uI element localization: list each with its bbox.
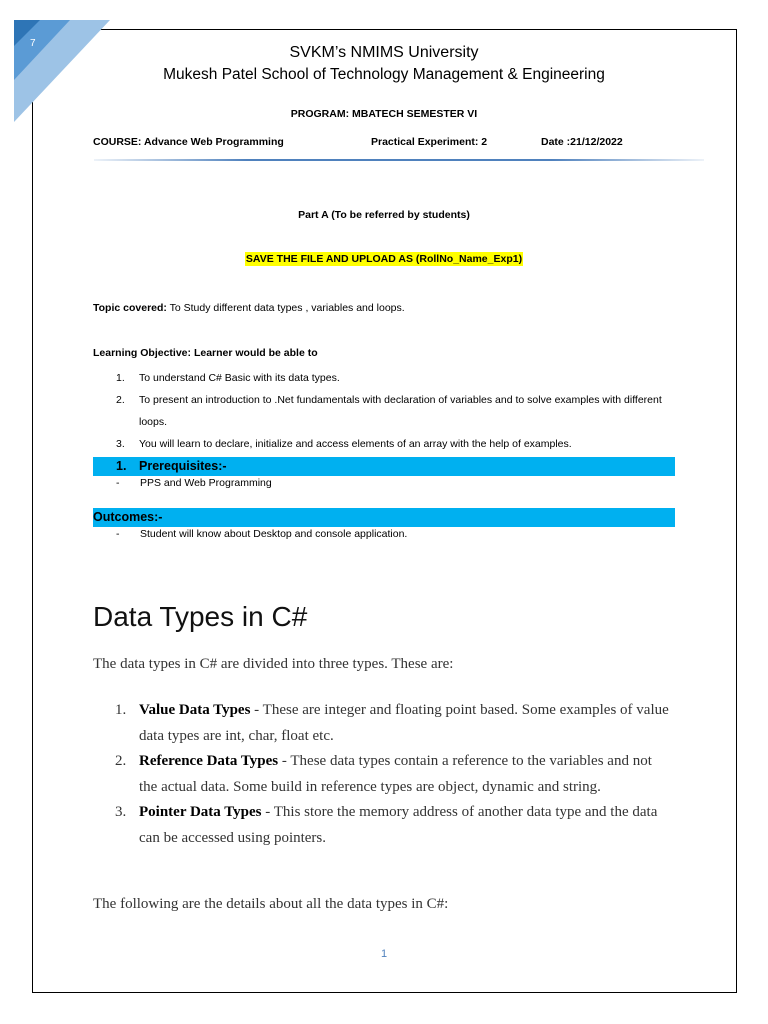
list-number: 3. xyxy=(116,438,125,450)
list-item xyxy=(115,698,670,749)
list-item xyxy=(116,389,676,433)
following-text: The following are the details about all the data types in C#: xyxy=(93,896,449,912)
topic-text: To Study different data types , variables and loops. xyxy=(166,302,405,314)
prerequisite-text: PPS and Web Programming xyxy=(140,477,272,489)
part-a-heading: Part A (To be referred by students) xyxy=(298,209,470,221)
university-name: SVKM’s NMIMS University xyxy=(289,44,479,61)
list-term: Value Data Types xyxy=(139,702,251,718)
outcomes-bar xyxy=(93,508,675,527)
prerequisites-bar xyxy=(93,457,675,476)
list-number: 2. xyxy=(115,753,127,769)
objective-list xyxy=(116,367,676,455)
header-rule xyxy=(94,159,704,161)
list-text: To present an introduction to .Net fundamentals with declaration of variables and to solve examples with different loops. xyxy=(139,394,662,428)
school-name: Mukesh Patel School of Technology Management & Engineering xyxy=(163,66,605,83)
data-types-list xyxy=(115,698,670,851)
list-number: 1. xyxy=(115,702,127,718)
list-number: 2. xyxy=(116,394,125,406)
program-line: PROGRAM: MBATECH SEMESTER VI xyxy=(290,108,478,120)
prerequisites-number: 1. xyxy=(116,459,127,473)
list-separator: - xyxy=(278,753,291,769)
list-text: These are integer and floating point based. Some examples of value data types are int, char, float etc. xyxy=(139,702,669,744)
list-text: These data types contain a reference to the variables and not the actual data. Some build in reference types are object, dynamic and string. xyxy=(139,753,652,795)
experiment-number: Practical Experiment: 2 xyxy=(371,136,488,148)
dash-bullet: - xyxy=(116,528,120,540)
list-separator: - xyxy=(261,804,274,820)
corner-decoration xyxy=(0,0,120,125)
dash-bullet: - xyxy=(116,477,120,489)
course-name: COURSE: Advance Web Programming xyxy=(93,136,284,148)
list-text: You will learn to declare, initialize and access elements of an array with the help of examples. xyxy=(139,438,572,450)
list-text: To understand C# Basic with its data types. xyxy=(139,372,340,384)
data-types-title: Data Types in C# xyxy=(93,601,308,632)
page-number: 1 xyxy=(380,948,388,960)
list-number: 3. xyxy=(115,804,127,820)
list-number: 1. xyxy=(116,372,125,384)
learning-objective-heading: Learning Objective: Learner would be able to xyxy=(93,347,318,359)
list-text: This store the memory address of another data type and the data can be accessed using pointers. xyxy=(139,804,658,846)
list-item xyxy=(116,367,676,389)
outcome-text: Student will know about Desktop and console application. xyxy=(140,528,408,540)
experiment-date: Date :21/12/2022 xyxy=(541,136,623,148)
list-separator: - xyxy=(250,702,263,718)
prerequisites-heading: Prerequisites:- xyxy=(139,459,227,473)
list-item xyxy=(116,433,676,455)
topic-covered xyxy=(93,302,405,314)
outcomes-heading: Outcomes:- xyxy=(93,510,163,524)
corner-mark: 7 xyxy=(30,38,36,49)
save-note-wrap xyxy=(0,249,768,267)
data-types-intro: The data types in C# are divided into three types. These are: xyxy=(93,656,454,672)
list-term: Pointer Data Types xyxy=(139,804,262,820)
list-item xyxy=(115,749,670,800)
list-term: Reference Data Types xyxy=(139,753,279,769)
topic-label: Topic covered: xyxy=(93,302,167,314)
save-note: SAVE THE FILE AND UPLOAD AS (RollNo_Name_Exp1) xyxy=(245,253,523,265)
list-item xyxy=(115,800,670,851)
